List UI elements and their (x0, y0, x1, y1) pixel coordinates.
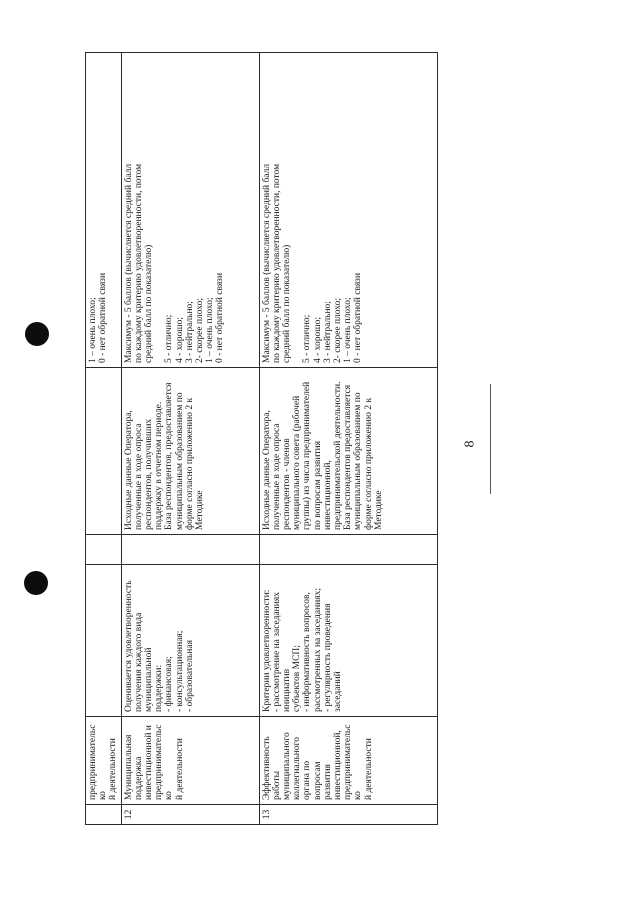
cell-description (86, 565, 122, 717)
cell-source: Исходные данные Оператора, полученные в ходе опроса респондентов - членов муниципального совета (рабочей группы) из числа предпринимателей по вопросам развития инвестиционной, предпринимательской деятельности. База респондентов предоставляется муниципальным образованием по форме согласно приложению 2 к Методике (259, 368, 437, 535)
cell-num (86, 805, 122, 825)
table-row (259, 53, 437, 825)
cell-blank (259, 535, 437, 565)
rotated-table-container (85, 53, 431, 825)
cell-description: Критерии удовлетворенности: - рассмотрение на заседаниях инициатив субъектов МСП; - информативность вопросов, рассмотренных на заседаниях; - регулярность проведения заседаний (259, 565, 437, 717)
page-number: 8 (462, 440, 478, 448)
punch-hole-bottom (24, 571, 48, 595)
cell-num: 13 (259, 805, 437, 825)
punch-hole-top (25, 322, 49, 346)
cell-num: 12 (121, 805, 259, 825)
criteria-table (85, 52, 438, 825)
cell-description: Оценивается удовлетворенность получения каждого вида муниципальной поддержки: - финансовая; - консультационная; - образовательная (121, 565, 259, 717)
cell-blank (121, 535, 259, 565)
scan-artifact-line (490, 384, 491, 494)
table-row-continuation (86, 53, 122, 825)
cell-indicator-name: Муниципальная поддержка инвестиционной и предпринимательско й деятельности (121, 717, 259, 805)
cell-source: Исходные данные Оператора, полученные в ходе опроса респондентов, получивших поддержку в отчетном периоде. База респондентов, предоставляется муниципальным образованием по форме согласно приложению 2 к Методике (121, 368, 259, 535)
cell-blank (86, 535, 122, 565)
cell-indicator-name: предпринимательско й деятельности (86, 717, 122, 805)
cell-method: 1 – очень плохо; 0 - нет обратной связи (86, 53, 122, 368)
cell-method: Максимум - 5 баллов (вычисляется средний балл по каждому критерию удовлетворенности, потом средний балл по показателю) 5 - отлично; 4 - хорошо; 3 - нейтрально; 2- скорее плохо; 1 – очень плохо; 0 - нет обратной связи (259, 53, 437, 368)
table-row (121, 53, 259, 825)
cell-source (86, 368, 122, 535)
cell-indicator-name: Эффективность работы муниципального коллегиального органа по вопросам развития инвестиционной, предпринимательско й деятельности (259, 717, 437, 805)
cell-method: Максимум - 5 баллов (вычисляется средний балл по каждому критерию удовлетворенности, потом средний балл по показателю) 5 - отлично; 4 - хорошо; 3 - нейтрально; 2- скорее плохо; 1 – очень плохо; 0 - нет обратной связи (121, 53, 259, 368)
